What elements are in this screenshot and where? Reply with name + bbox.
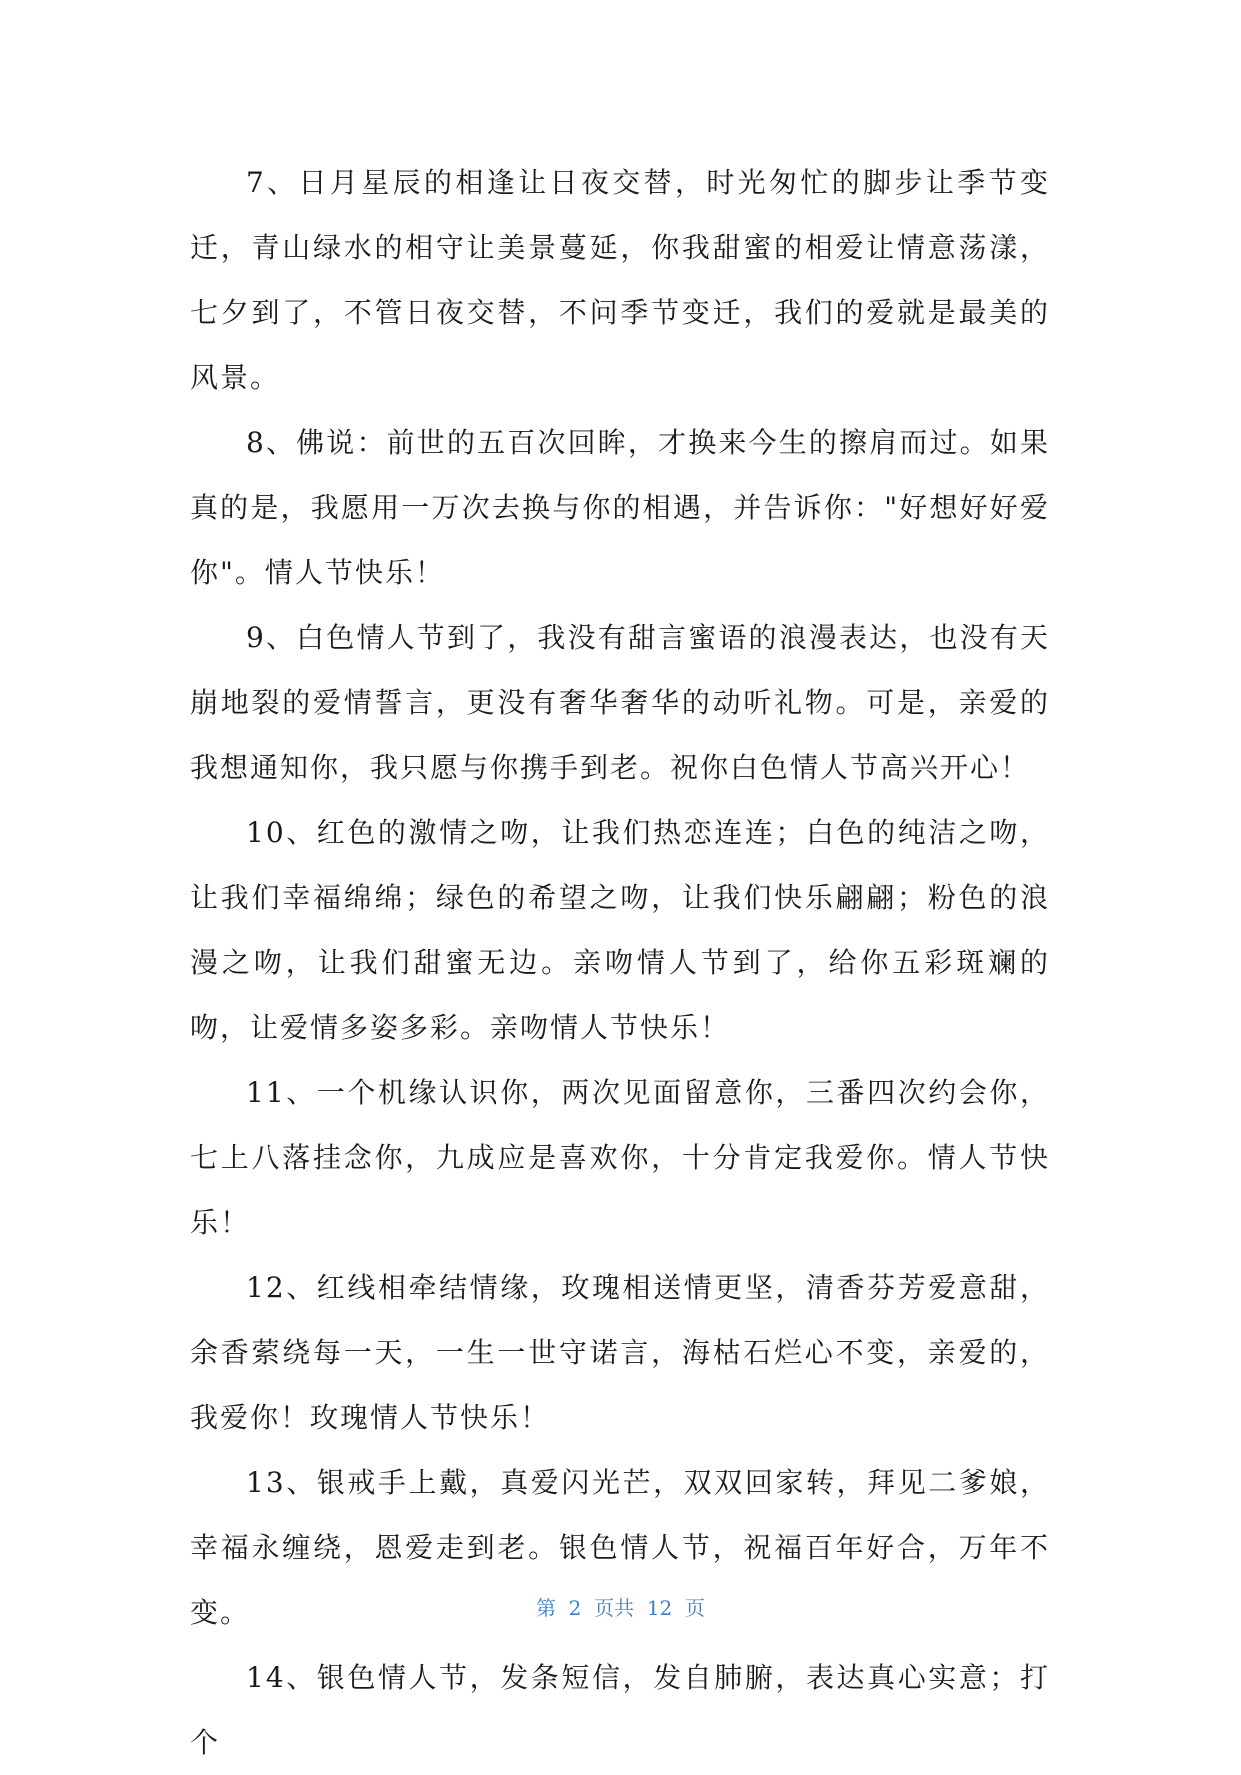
page-number-footer: 第 2 页共 12 页 xyxy=(535,1596,706,1620)
paragraph-10: 10、红色的激情之吻，让我们热恋连连；白色的纯洁之吻，让我们幸福绵绵；绿色的希望之吻，让我们快乐翩翩；粉色的浪漫之吻，让我们甜蜜无边。亲吻情人节到了，给你五彩斑斓的吻，让爱情多姿多彩。亲吻情人节快乐！ xyxy=(190,816,1050,1044)
paragraph-13: 13、银戒手上戴，真爱闪光芒，双双回家转，拜见二爹娘，幸福永缠绕，恩爱走到老。银色情人节，祝福百年好合，万年不变。 xyxy=(190,1466,1050,1629)
document-body xyxy=(190,150,1050,1775)
paragraph-8: 8、佛说：前世的五百次回眸，才换来今生的擦肩而过。如果真的是，我愿用一万次去换与你的相遇，并告诉你："好想好好爱你"。情人节快乐！ xyxy=(190,426,1050,589)
paragraph-12: 12、红线相牵结情缘，玫瑰相送情更坚，清香芬芳爱意甜，余香萦绕每一天，一生一世守诺言，海枯石烂心不变，亲爱的，我爱你！玫瑰情人节快乐！ xyxy=(190,1271,1050,1434)
paragraph-14: 14、银色情人节，发条短信，发自肺腑，表达真心实意；打个 xyxy=(190,1661,1050,1759)
paragraph-11: 11、一个机缘认识你，两次见面留意你，三番四次约会你，七上八落挂念你，九成应是喜欢你，十分肯定我爱你。情人节快乐！ xyxy=(190,1076,1050,1239)
paragraph-9: 9、白色情人节到了，我没有甜言蜜语的浪漫表达，也没有天崩地裂的爱情誓言，更没有奢华奢华的动听礼物。可是，亲爱的我想通知你，我只愿与你携手到老。祝你白色情人节高兴开心！ xyxy=(190,621,1050,784)
paragraph-7: 7、日月星辰的相逢让日夜交替，时光匆忙的脚步让季节变迁，青山绿水的相守让美景蔓延，你我甜蜜的相爱让情意荡漾，七夕到了，不管日夜交替，不问季节变迁，我们的爱就是最美的风景。 xyxy=(190,166,1050,394)
